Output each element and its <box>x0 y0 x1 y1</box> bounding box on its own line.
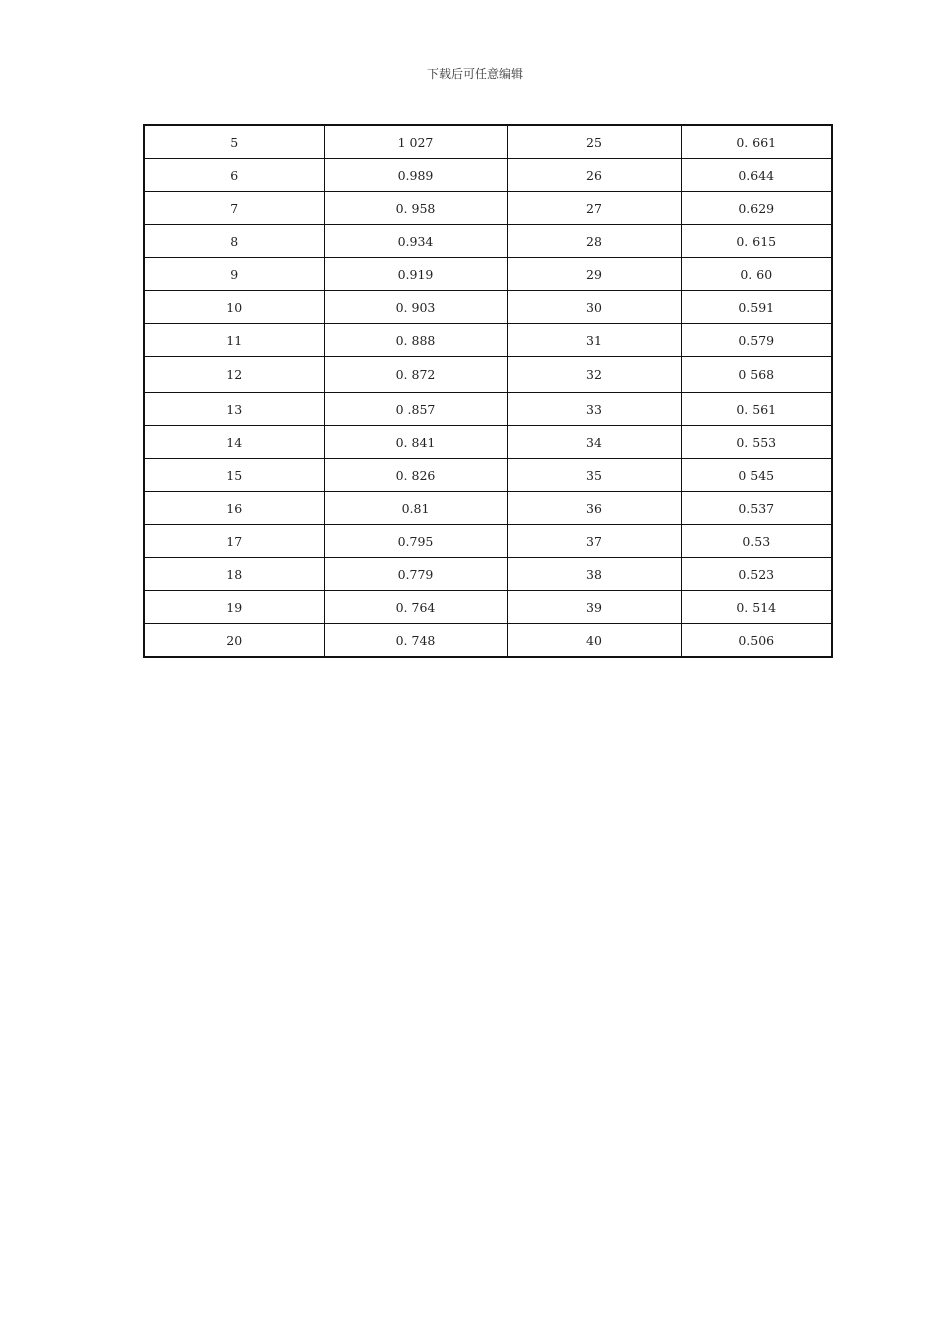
table-cell-value-left: 0.81 <box>324 492 507 525</box>
table-cell-index-left: 6 <box>144 159 324 192</box>
table-cell-index-left: 20 <box>144 624 324 658</box>
table-cell-index-right: 39 <box>507 591 681 624</box>
table-row <box>144 459 832 492</box>
table-cell-value-left: 0.989 <box>324 159 507 192</box>
table-cell-index-left: 8 <box>144 225 324 258</box>
table-cell-index-left: 16 <box>144 492 324 525</box>
table-cell-index-right: 28 <box>507 225 681 258</box>
table-cell-value-right: 0.591 <box>681 291 832 324</box>
table-cell-index-right: 37 <box>507 525 681 558</box>
table-cell-value-left: 0. 764 <box>324 591 507 624</box>
table-row <box>144 324 832 357</box>
table-row <box>144 624 832 658</box>
table-cell-value-right: 0. 60 <box>681 258 832 291</box>
table-row <box>144 159 832 192</box>
table-cell-index-right: 40 <box>507 624 681 658</box>
table-cell-value-left: 0.795 <box>324 525 507 558</box>
table-row <box>144 291 832 324</box>
table-cell-index-right: 33 <box>507 393 681 426</box>
table-cell-index-left: 17 <box>144 525 324 558</box>
table-row <box>144 393 832 426</box>
table-cell-value-left: 0.934 <box>324 225 507 258</box>
table-cell-value-left: 0. 841 <box>324 426 507 459</box>
table-cell-index-right: 26 <box>507 159 681 192</box>
table-cell-value-right: 0. 661 <box>681 125 832 159</box>
table-cell-index-left: 10 <box>144 291 324 324</box>
table-cell-value-left: 0. 903 <box>324 291 507 324</box>
data-table <box>143 124 833 658</box>
table-cell-index-right: 32 <box>507 357 681 393</box>
table-cell-value-right: 0.644 <box>681 159 832 192</box>
table-cell-value-right: 0.579 <box>681 324 832 357</box>
table-row <box>144 192 832 225</box>
table-cell-index-left: 19 <box>144 591 324 624</box>
table-cell-value-right: 0. 553 <box>681 426 832 459</box>
table-row <box>144 125 832 159</box>
table-cell-index-right: 38 <box>507 558 681 591</box>
table-cell-value-left: 0. 872 <box>324 357 507 393</box>
table-cell-index-left: 15 <box>144 459 324 492</box>
table-row <box>144 258 832 291</box>
table-cell-index-right: 30 <box>507 291 681 324</box>
table-cell-index-left: 18 <box>144 558 324 591</box>
table-row <box>144 525 832 558</box>
table-cell-index-right: 29 <box>507 258 681 291</box>
table-cell-value-left: 0. 888 <box>324 324 507 357</box>
table-cell-value-left: 0.919 <box>324 258 507 291</box>
table-cell-index-right: 27 <box>507 192 681 225</box>
table-cell-value-right: 0.537 <box>681 492 832 525</box>
table-cell-index-left: 9 <box>144 258 324 291</box>
table-cell-value-right: 0. 561 <box>681 393 832 426</box>
table-cell-value-left: 0 .857 <box>324 393 507 426</box>
table-body <box>144 125 832 657</box>
table-cell-value-right: 0 545 <box>681 459 832 492</box>
table-cell-value-left: 1 027 <box>324 125 507 159</box>
table-row <box>144 492 832 525</box>
table-cell-value-left: 0.779 <box>324 558 507 591</box>
table-cell-value-right: 0. 615 <box>681 225 832 258</box>
table-row <box>144 426 832 459</box>
table-cell-value-right: 0.53 <box>681 525 832 558</box>
table-cell-value-right: 0.506 <box>681 624 832 658</box>
table-row <box>144 591 832 624</box>
table-cell-value-right: 0 568 <box>681 357 832 393</box>
table-cell-value-right: 0. 514 <box>681 591 832 624</box>
table-cell-index-right: 25 <box>507 125 681 159</box>
page-header: 下载后可任意编辑 <box>426 67 523 81</box>
table-cell-index-left: 13 <box>144 393 324 426</box>
table-cell-index-left: 5 <box>144 125 324 159</box>
table-row <box>144 558 832 591</box>
table-cell-index-right: 36 <box>507 492 681 525</box>
table-cell-index-left: 12 <box>144 357 324 393</box>
table-cell-value-left: 0. 748 <box>324 624 507 658</box>
table-cell-index-right: 31 <box>507 324 681 357</box>
table-row <box>144 357 832 393</box>
table-cell-index-left: 11 <box>144 324 324 357</box>
table-cell-value-left: 0. 958 <box>324 192 507 225</box>
table-cell-index-left: 7 <box>144 192 324 225</box>
table-cell-index-left: 14 <box>144 426 324 459</box>
table-cell-index-right: 34 <box>507 426 681 459</box>
table-cell-value-right: 0.629 <box>681 192 832 225</box>
table-cell-index-right: 35 <box>507 459 681 492</box>
table-cell-value-right: 0.523 <box>681 558 832 591</box>
table-cell-value-left: 0. 826 <box>324 459 507 492</box>
table-row <box>144 225 832 258</box>
